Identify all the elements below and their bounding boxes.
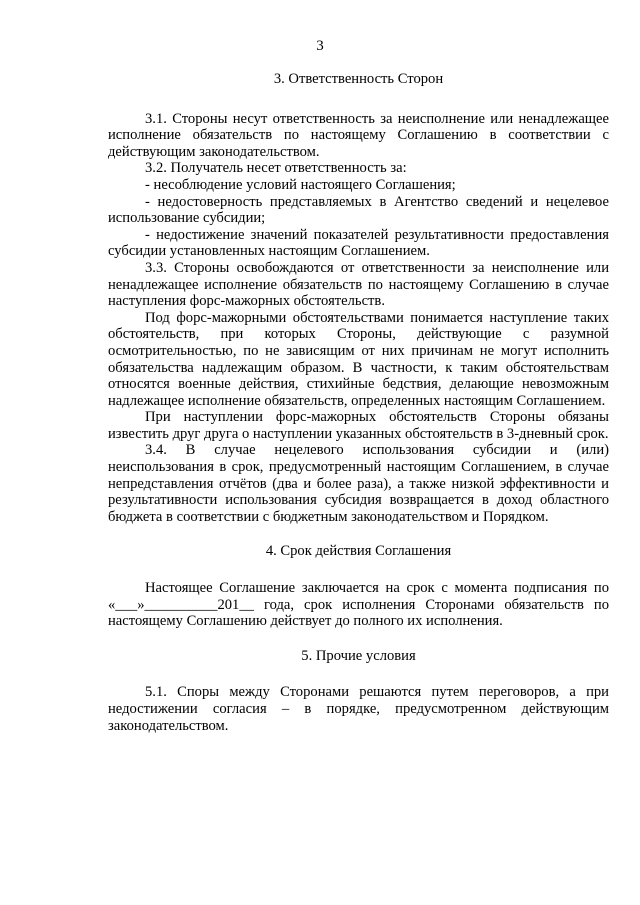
- paragraph-force-majeure-notice: При наступлении форс-мажорных обстоятельств Стороны обязаны известить друг друга о наступлении указанных обстоятельств в 3-дневный срок.: [108, 409, 609, 442]
- paragraph-4-1: Настоящее Соглашение заключается на срок с момента подписания по «___»__________201__ года, срок исполнения Сторонами обязательств по настоящему Соглашению действует до полного их исполнения.: [108, 580, 609, 630]
- paragraph-3-4: 3.4. В случае нецелевого использования субсидии и (или) неиспользования в срок, предусмотренный настоящим Соглашением, в случае непредставления отчётов (два и более раза), а также низкой эффективности и результативности использования субсидия возвращается в доход областного бюджета в соответствии с бюджетным законодательством и Порядком.: [108, 442, 609, 525]
- paragraph-3-1: 3.1. Стороны несут ответственность за неисполнение или ненадлежащее исполнение обязательств по настоящему Соглашению в соответствии с действующим законодательством.: [108, 110, 609, 160]
- paragraph-5-1: 5.1. Споры между Сторонами решаются путем переговоров, а при недостижении согласия – в порядке, предусмотренном действующим законодательством.: [108, 684, 609, 734]
- document-body: [108, 68, 609, 734]
- paragraph-3-2: 3.2. Получатель несет ответственность за:: [145, 160, 407, 177]
- paragraph-3-2-item-1: - несоблюдение условий настоящего Соглашения;: [145, 176, 456, 193]
- paragraph-3-3: 3.3. Стороны освобождаются от ответственности за неисполнение или ненадлежащее исполнение обязательств по настоящему Соглашению в случае наступления форс-мажорных обстоятельств.: [108, 259, 609, 310]
- paragraph-3-2-item-3: - недостижение значений показателей результативности предоставления субсидии установленных настоящим Соглашением.: [108, 226, 609, 260]
- section-3-heading: 3. Ответственность Сторон: [273, 71, 444, 87]
- section-4-heading: 4. Срок действия Соглашения: [265, 543, 452, 560]
- paragraph-force-majeure-definition: Под форс-мажорными обстоятельствами понимается наступление таких обстоятельств, при которых Стороны, действующие с разумной осмотрительностью, по не зависящим от них причинам не могут исполнить обязательства надлежащим образом. В частности, к таким обстоятельствам относятся военные действия, стихийные бедствия, делающие невозможным надлежащее исполнение обязательств, определенных настоящим Соглашением.: [108, 309, 609, 409]
- section-5-heading: 5. Прочие условия: [301, 647, 416, 664]
- paragraph-3-2-item-2: - недостоверность представляемых в Агентство сведений и нецелевое использование субсидии;: [108, 193, 609, 227]
- page-number: 3: [316, 38, 324, 54]
